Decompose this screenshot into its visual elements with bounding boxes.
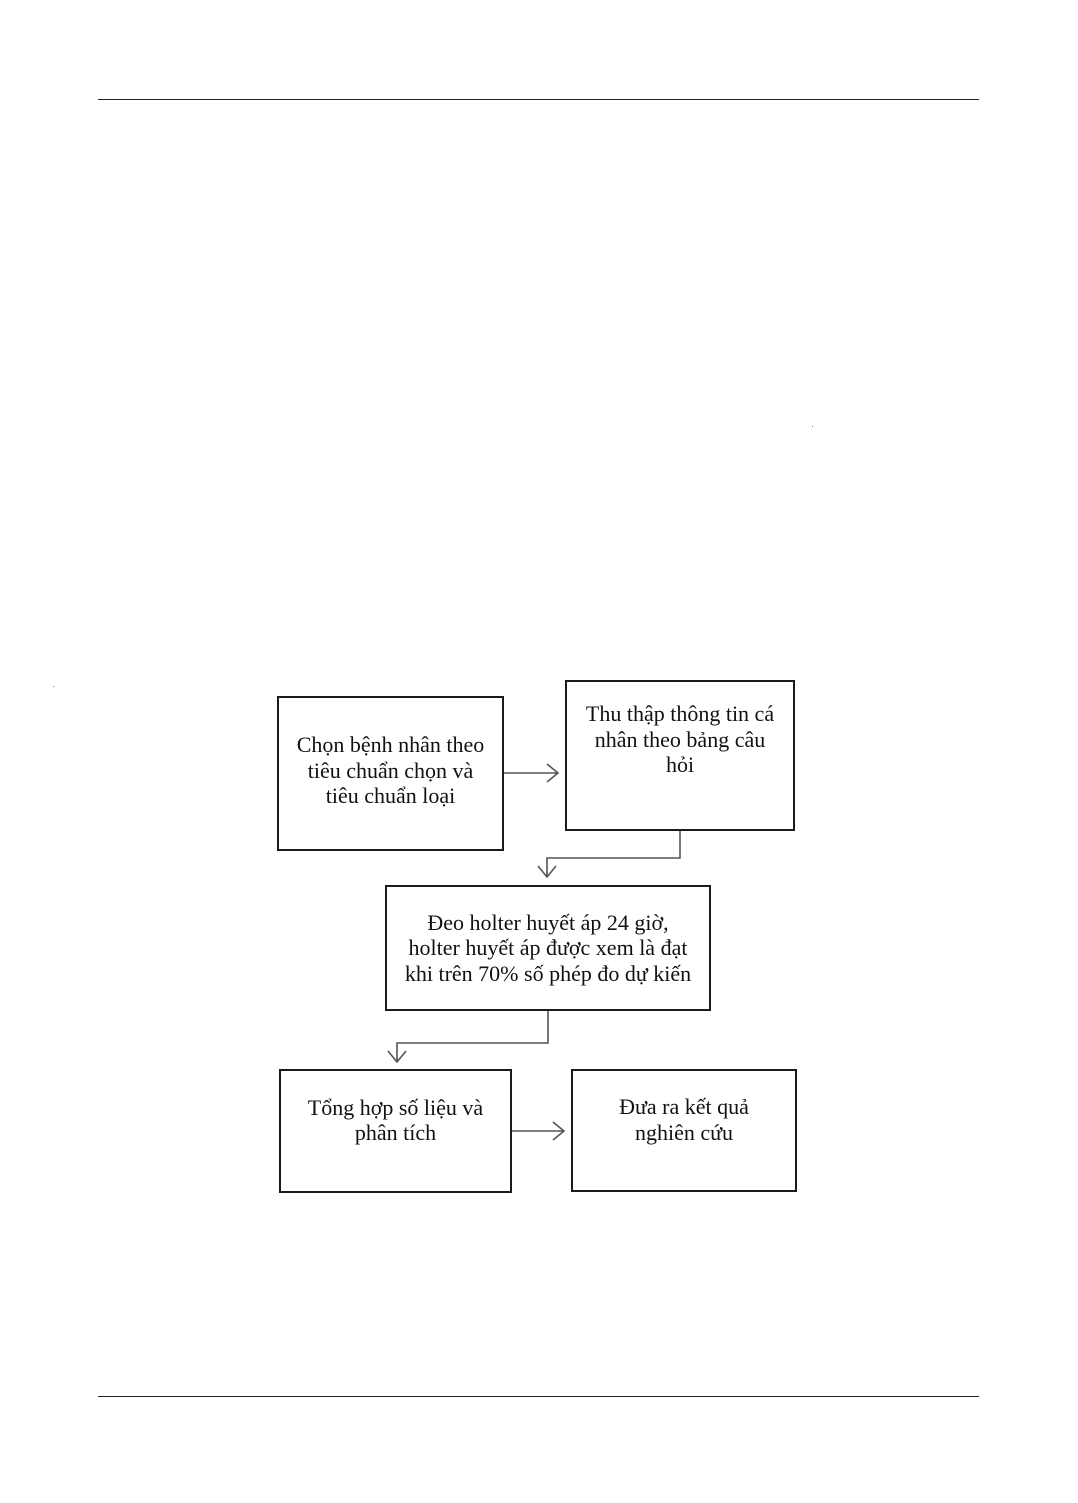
arrow-aggregate-to-results: [512, 1122, 564, 1140]
node-holter-monitoring-label: Đeo holter huyết áp 24 giờ, holter huyết áp được xem là đạt khi trên 70% số phép đo dự kiến: [404, 909, 692, 986]
node-aggregate-analyze-label: Tổng hợp số liệu và phân tích: [307, 1094, 484, 1145]
node-collect-info-label: Thu thập thông tin cá nhân theo bảng câu hỏi: [585, 701, 775, 778]
node-present-results-label: Đưa ra kết quả nghiên cứu: [619, 1094, 749, 1145]
node-select-patients-label: Chọn bệnh nhân theo tiêu chuẩn chọn và tiêu chuẩn loại: [296, 732, 485, 809]
arrow-holter-to-aggregate: [388, 1011, 548, 1062]
node-present-results: [571, 1069, 797, 1192]
footer-rule: [98, 1396, 979, 1397]
arrow-select-to-collect: [504, 764, 558, 782]
scan-speck: [53, 686, 54, 687]
header-rule: [98, 99, 979, 100]
scan-speck: [812, 426, 813, 427]
node-select-patients: [277, 696, 504, 851]
arrow-collect-to-holter: [538, 831, 680, 877]
node-collect-info: [565, 680, 795, 831]
node-holter-monitoring: [385, 885, 711, 1011]
node-aggregate-analyze: [279, 1069, 512, 1193]
